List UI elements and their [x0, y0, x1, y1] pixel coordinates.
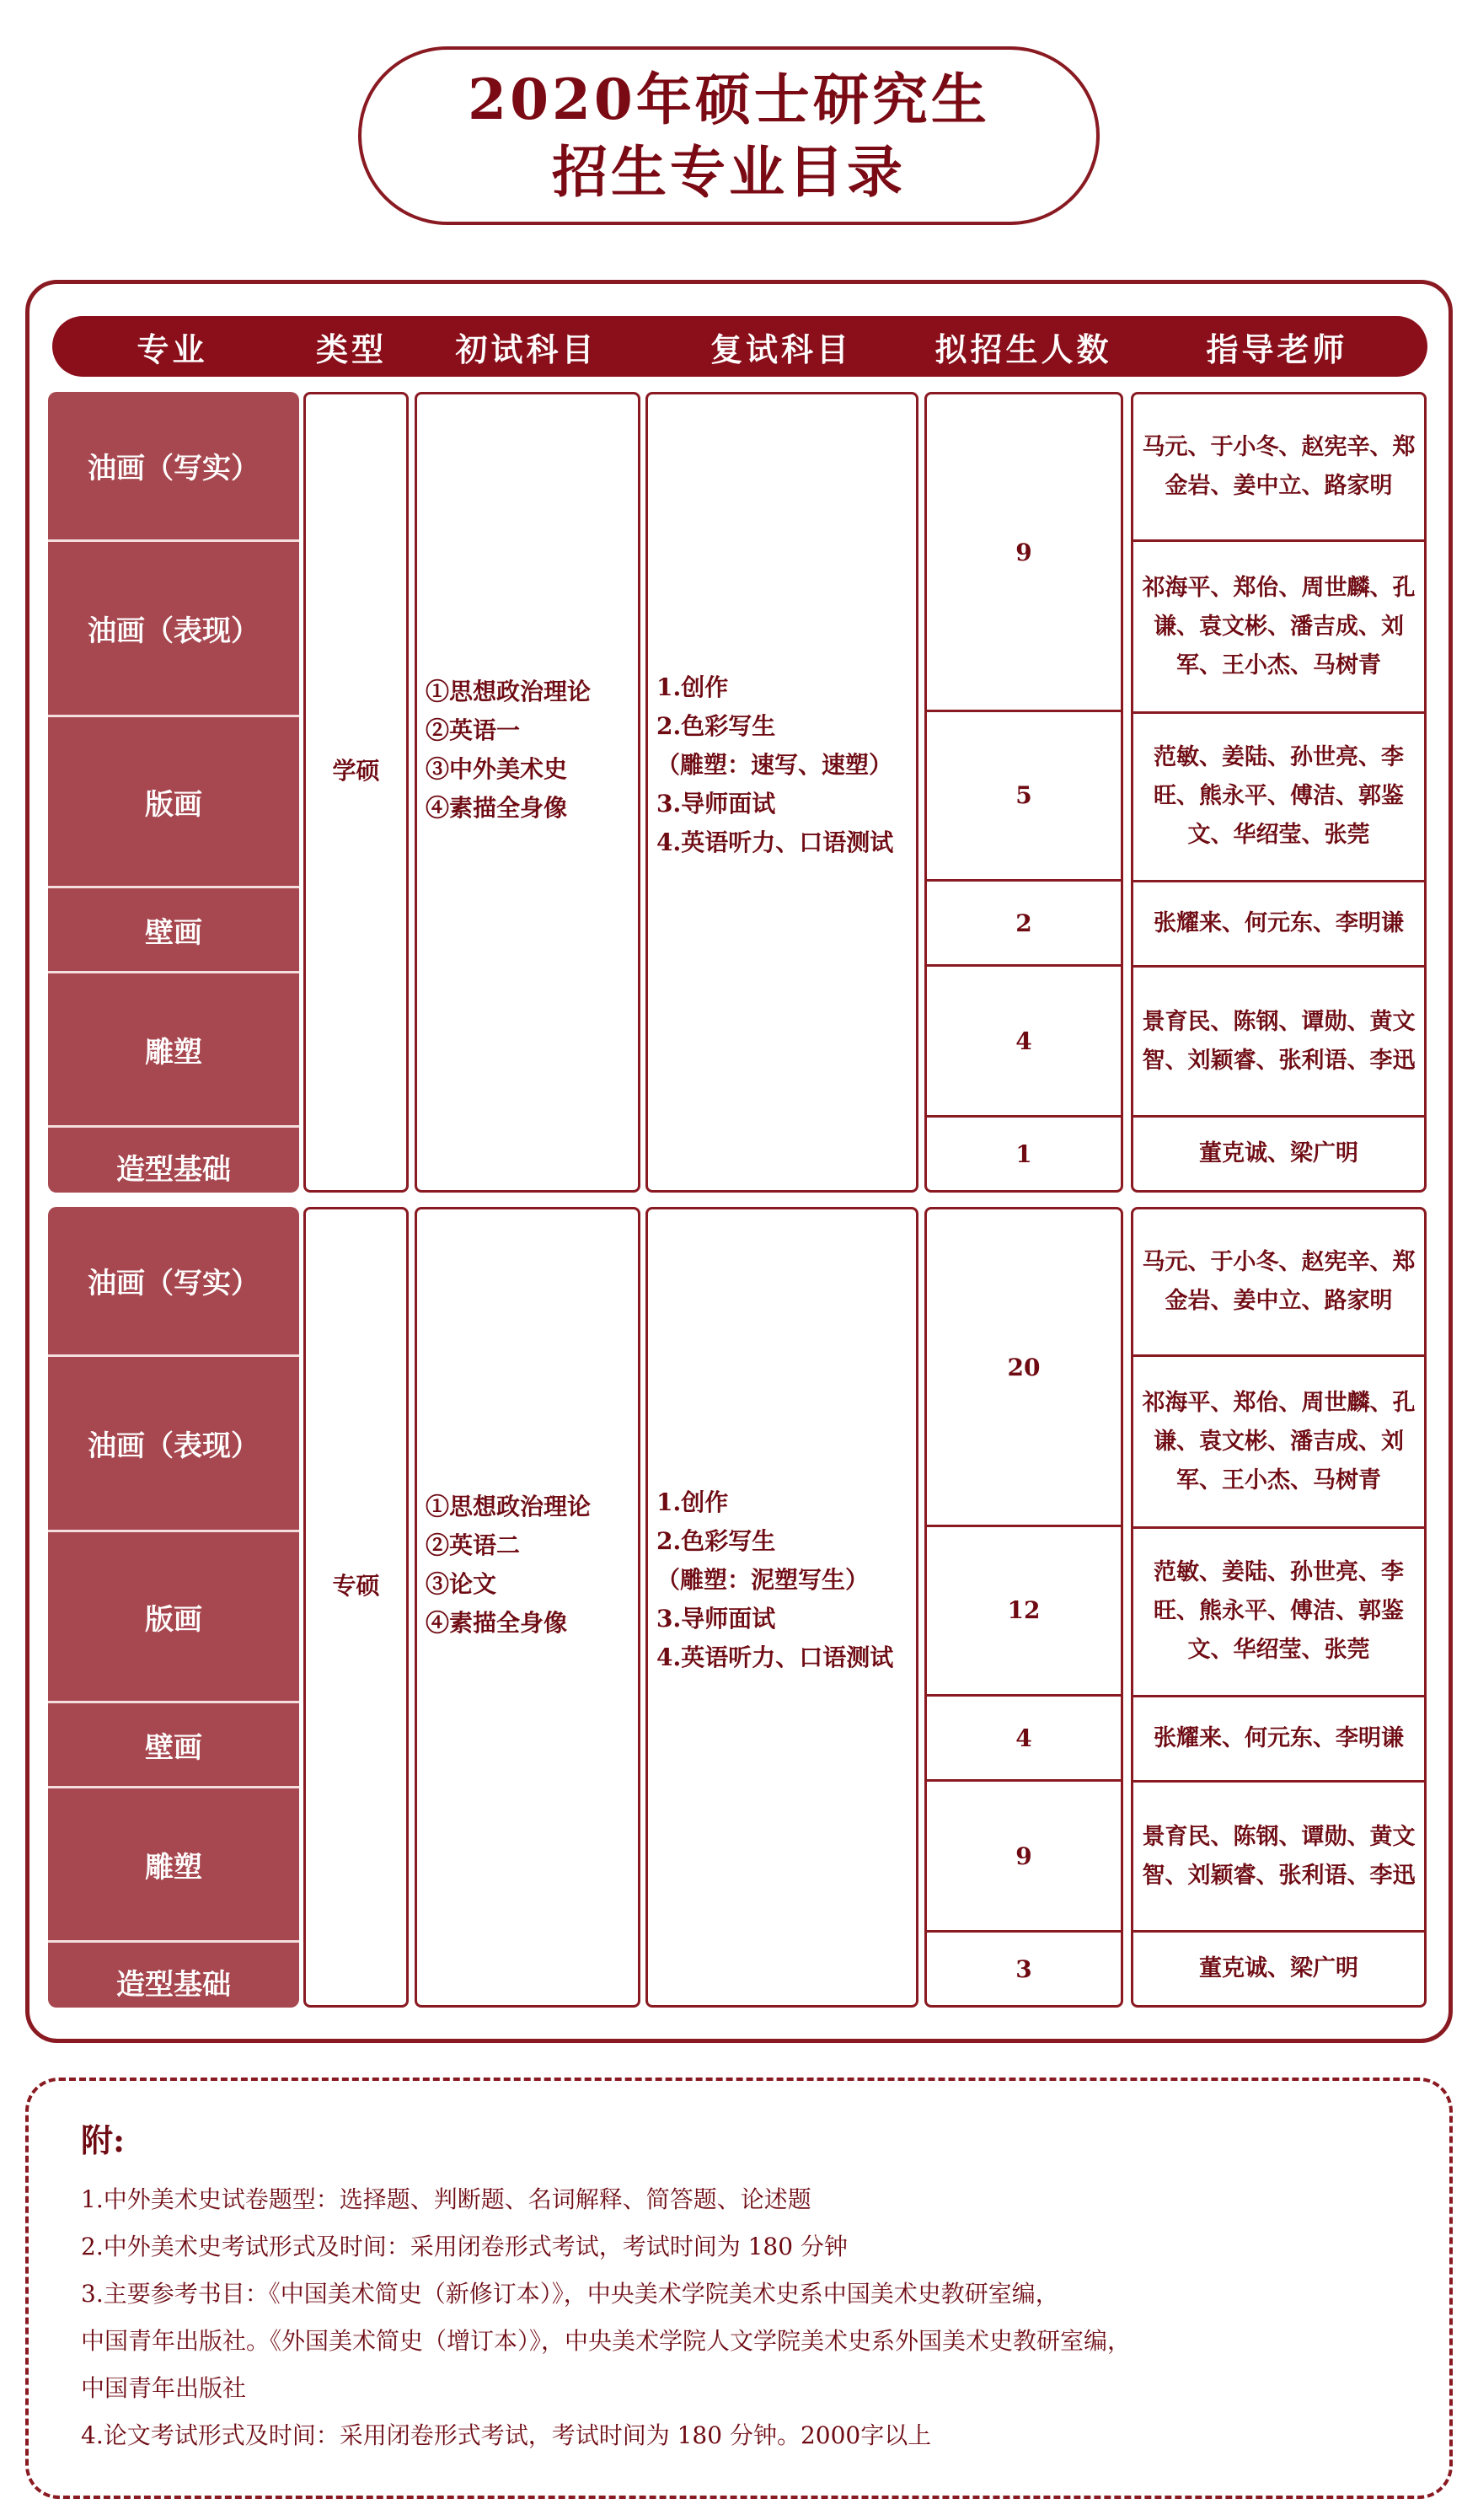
retest-item: 2.色彩写生 [656, 1526, 776, 1555]
degree-type-cell [303, 1207, 409, 2008]
advisor-cell: 范敏、姜陆、孙世亮、李旺、熊永平、傅洁、郭鉴文、华绍莹、张莞 [1133, 1529, 1424, 1697]
major-cell: 油画（写实） [48, 1207, 299, 1357]
major-cell: 壁画 [48, 888, 299, 973]
degree-type: 专硕 [332, 1571, 380, 1600]
major-cell: 雕塑 [48, 1788, 299, 1943]
page-title-line1: 2020年硕士研究生 [468, 67, 990, 132]
advisor-cell: 张耀来、何元东、李明谦 [1133, 882, 1424, 968]
quota-value: 4 [927, 967, 1121, 1118]
quota-value: 12 [927, 1527, 1121, 1696]
retest-item: 3.导师面试 [656, 1604, 776, 1633]
quota-value: 5 [927, 712, 1121, 881]
quota-column [924, 1207, 1123, 2008]
major-cell: 版画 [48, 1532, 299, 1703]
initial-exam-list [417, 1488, 591, 1643]
degree-type: 学硕 [332, 756, 380, 785]
major-column [48, 1207, 299, 2008]
header-major: 专业 [137, 330, 208, 368]
major-cell: 油画（表现） [48, 1357, 299, 1532]
advisor-cell: 马元、于小冬、赵宪辛、郑金岩、姜中立、路家明 [1133, 394, 1424, 542]
retest-cell [645, 1207, 918, 2008]
initial-exam-list [417, 673, 591, 828]
degree-type-cell [303, 392, 409, 1193]
quota-value: 20 [927, 1209, 1121, 1527]
quota-value: 9 [927, 1782, 1121, 1933]
major-column [48, 392, 299, 1193]
retest-item: （雕塑：泥塑写生） [656, 1565, 870, 1594]
page-title-line2: 招生专业目录 [552, 139, 906, 205]
major-cell: 油画（表现） [48, 542, 299, 717]
advisor-column [1131, 392, 1427, 1193]
exam-item: ④素描全身像 [426, 794, 568, 822]
major-cell: 壁画 [48, 1703, 299, 1788]
major-cell: 雕塑 [48, 973, 299, 1128]
exam-item: ①思想政治理论 [426, 678, 592, 705]
advisor-cell: 马元、于小冬、赵宪辛、郑金岩、姜中立、路家明 [1133, 1209, 1424, 1357]
note-line: 1.中外美术史试卷题型：选择题、判断题、名词解释、简答题、论述题 [81, 2185, 811, 2213]
quota-value: 2 [927, 882, 1121, 968]
quota-value: 1 [1015, 1139, 1032, 1168]
advisor-cell: 景育民、陈钢、谭勋、黄文智、刘颖睿、张利语、李迅 [1133, 1783, 1424, 1933]
exam-item: ④素描全身像 [426, 1609, 568, 1637]
major-cell: 油画（写实） [48, 392, 299, 542]
exam-item: ③中外美术史 [426, 755, 568, 783]
major-cell: 造型基础 [48, 1943, 299, 2008]
exam-item: ①思想政治理论 [426, 1493, 592, 1520]
header-advisors: 指导老师 [1206, 330, 1348, 368]
advisor-cell: 范敏、姜陆、孙世亮、李旺、熊永平、傅洁、郭鉴文、华绍莹、张莞 [1133, 714, 1424, 882]
advisor-cell: 祁海平、郑佁、周世麟、孔谦、袁文彬、潘吉成、刘军、王小杰、马树青 [1133, 542, 1424, 714]
advisor-cell: 张耀来、何元东、李明谦 [1133, 1697, 1424, 1783]
exam-item: ③论文 [426, 1570, 497, 1598]
advisor-column [1131, 1207, 1427, 2008]
retest-item: 3.导师面试 [656, 789, 776, 818]
major-cell: 造型基础 [48, 1128, 299, 1193]
retest-item: 4.英语听力、口语测试 [656, 1643, 894, 1671]
retest-item: 1.创作 [656, 1488, 729, 1516]
note-line: 中国青年出版社。《外国美术简史（增订本）》，中央美术学院人文学院美术史系外国美术史教研室编， [81, 2327, 1132, 2355]
retest-cell [645, 392, 918, 1193]
note-line: 中国青年出版社 [81, 2374, 247, 2402]
header-initial-exam: 初试科目 [455, 330, 597, 368]
quota-value: 3 [1015, 1954, 1032, 1983]
retest-item: 2.色彩写生 [656, 711, 776, 740]
exam-item: ②英语二 [426, 1531, 521, 1559]
retest-item: 4.英语听力、口语测试 [656, 828, 894, 856]
header-quota: 拟招生人数 [934, 330, 1112, 368]
notes-box [25, 2078, 1453, 2499]
header-type: 类型 [315, 330, 387, 368]
note-line: 4.论文考试形式及时间：采用闭卷形式考试，考试时间为 180 分钟。2000字以上 [81, 2421, 932, 2449]
initial-exam-cell [415, 1207, 640, 2008]
retest-list [648, 668, 893, 862]
advisor-cell: 董克诚、梁广明 [1199, 1140, 1358, 1167]
quota-column [924, 392, 1123, 1193]
title-box [358, 46, 1100, 225]
major-cell: 版画 [48, 717, 299, 888]
advisor-cell: 祁海平、郑佁、周世麟、孔谦、袁文彬、潘吉成、刘军、王小杰、马树青 [1133, 1357, 1424, 1529]
header-retest: 复试科目 [710, 330, 852, 368]
quota-value: 4 [927, 1697, 1121, 1783]
advisor-cell: 景育民、陈钢、谭勋、黄文智、刘颖睿、张利语、李迅 [1133, 968, 1424, 1118]
retest-list [648, 1483, 893, 1677]
note-line: 3.主要参考书目：《中国美术简史（新修订本）》，中央美术学院美术史系中国美术史教研室编， [81, 2280, 1059, 2308]
notes-title: 附: [81, 2121, 126, 2159]
retest-item: 1.创作 [656, 673, 729, 701]
exam-item: ②英语一 [426, 716, 521, 744]
quota-value: 9 [927, 394, 1121, 712]
initial-exam-cell [415, 392, 640, 1193]
note-line: 2.中外美术史考试形式及时间：采用闭卷形式考试，考试时间为 180 分钟 [81, 2233, 848, 2260]
advisor-cell: 董克诚、梁广明 [1199, 1955, 1358, 1982]
retest-item: （雕塑：速写、速塑） [656, 750, 893, 779]
